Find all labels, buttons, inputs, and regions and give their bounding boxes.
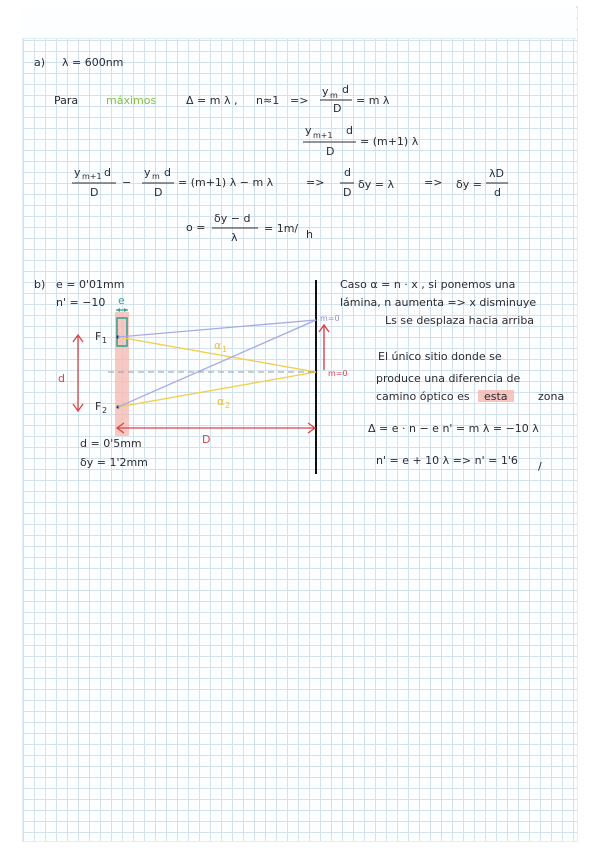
- F1-subscript: 1: [102, 336, 108, 345]
- result-num: δy − d: [214, 212, 251, 225]
- alpha1-subscript: 1: [222, 345, 228, 354]
- eq-m1-lambda: = (m+1) λ: [360, 135, 419, 148]
- note-line-1: Caso α = n · x , si ponemos una: [340, 278, 516, 291]
- diff-ym-d: d: [164, 166, 171, 179]
- alpha1-label: α: [214, 339, 222, 352]
- implies-arrow-1: =>: [290, 94, 309, 107]
- delta-y-value: δy = 1'2mm: [80, 456, 148, 469]
- ray-F2-top: [118, 320, 316, 407]
- note-line-4: El único sitio donde se: [378, 350, 502, 363]
- F2-label: F: [95, 400, 102, 413]
- e-arrow-right: [124, 308, 128, 312]
- ym-d: d: [342, 83, 349, 96]
- ym1-symbol: y: [305, 124, 312, 137]
- d-value: d = 0'5mm: [80, 437, 142, 450]
- ym-symbol: y: [322, 85, 329, 98]
- eq-line-2: n' = e + 10 λ => n' = 1'6: [376, 454, 518, 467]
- ym1-subscript: m+1: [313, 131, 333, 140]
- part-b-label: b): [34, 278, 46, 291]
- minus-sign: −: [122, 176, 132, 189]
- ym-D: D: [333, 102, 342, 115]
- eq-line-1: Δ = e · n − e n' = m λ = −10 λ: [368, 422, 539, 435]
- note-line-6b: esta: [484, 390, 508, 403]
- lambdaD-num: λD: [489, 167, 504, 180]
- result-eq: = 1m/: [264, 222, 299, 235]
- note-line-5: produce una diferencia de: [376, 372, 521, 385]
- note-line-6a: camino óptico es: [376, 390, 470, 403]
- d-label: d: [58, 372, 65, 385]
- ym-subscript: m: [330, 91, 338, 100]
- implies-arrow-2: =>: [306, 176, 325, 189]
- alpha2-label: α: [217, 395, 225, 408]
- diff-ym-D: D: [154, 186, 163, 199]
- lambda-value: λ = 600nm: [62, 56, 124, 69]
- eq-line-2-tail: /: [538, 460, 542, 473]
- result-tail: h: [306, 228, 313, 241]
- e-label: e: [118, 294, 125, 307]
- implies-arrow-3: =>: [424, 176, 443, 189]
- maximos-word: máximos: [106, 94, 157, 107]
- note-line-2: lámina, n aumenta => x disminuye: [340, 296, 537, 309]
- eq-m-lambda: = m λ: [356, 94, 390, 107]
- diff-ym-sub: m: [152, 172, 160, 181]
- result-den: λ: [231, 231, 238, 244]
- e-arrow-left: [116, 308, 120, 312]
- note-line-6c: zona: [538, 390, 565, 403]
- ray-F1-top: [118, 320, 316, 337]
- diff-ym: y: [144, 166, 151, 179]
- F1-label: F: [95, 330, 102, 343]
- diff-ym1-d: d: [104, 166, 111, 179]
- eq-diff: = (m+1) λ − m λ: [178, 176, 274, 189]
- delta-y-result: δy =: [456, 178, 482, 191]
- alpha2-subscript: 2: [225, 401, 231, 410]
- dD-d: d: [344, 166, 351, 179]
- F2-subscript: 2: [102, 406, 108, 415]
- n-approx: n≈1: [256, 94, 280, 107]
- ym1-d: d: [346, 124, 353, 137]
- dD-D: D: [343, 186, 352, 199]
- part-a-label: a): [34, 56, 46, 69]
- result-o: o =: [186, 221, 206, 234]
- ym1-D: D: [326, 145, 335, 158]
- diff-ym1-D: D: [90, 186, 99, 199]
- m0-top-label: m=0: [320, 314, 340, 323]
- max-condition: Δ = m λ ,: [186, 94, 238, 107]
- diff-ym1: y: [74, 166, 81, 179]
- m0-mid-label: m=0: [328, 369, 348, 378]
- delta-y-lambda: δy = λ: [358, 178, 394, 191]
- e-value: e = 0'01mm: [56, 278, 125, 291]
- diff-ym1-sub: m+1: [82, 172, 102, 181]
- D-label: D: [202, 433, 211, 446]
- note-line-3: Ls se desplaza hacia arriba: [385, 314, 535, 327]
- para-word: Para: [54, 94, 79, 107]
- lambdaD-den: d: [494, 186, 501, 199]
- n-prime-value: n' = −10: [56, 296, 106, 309]
